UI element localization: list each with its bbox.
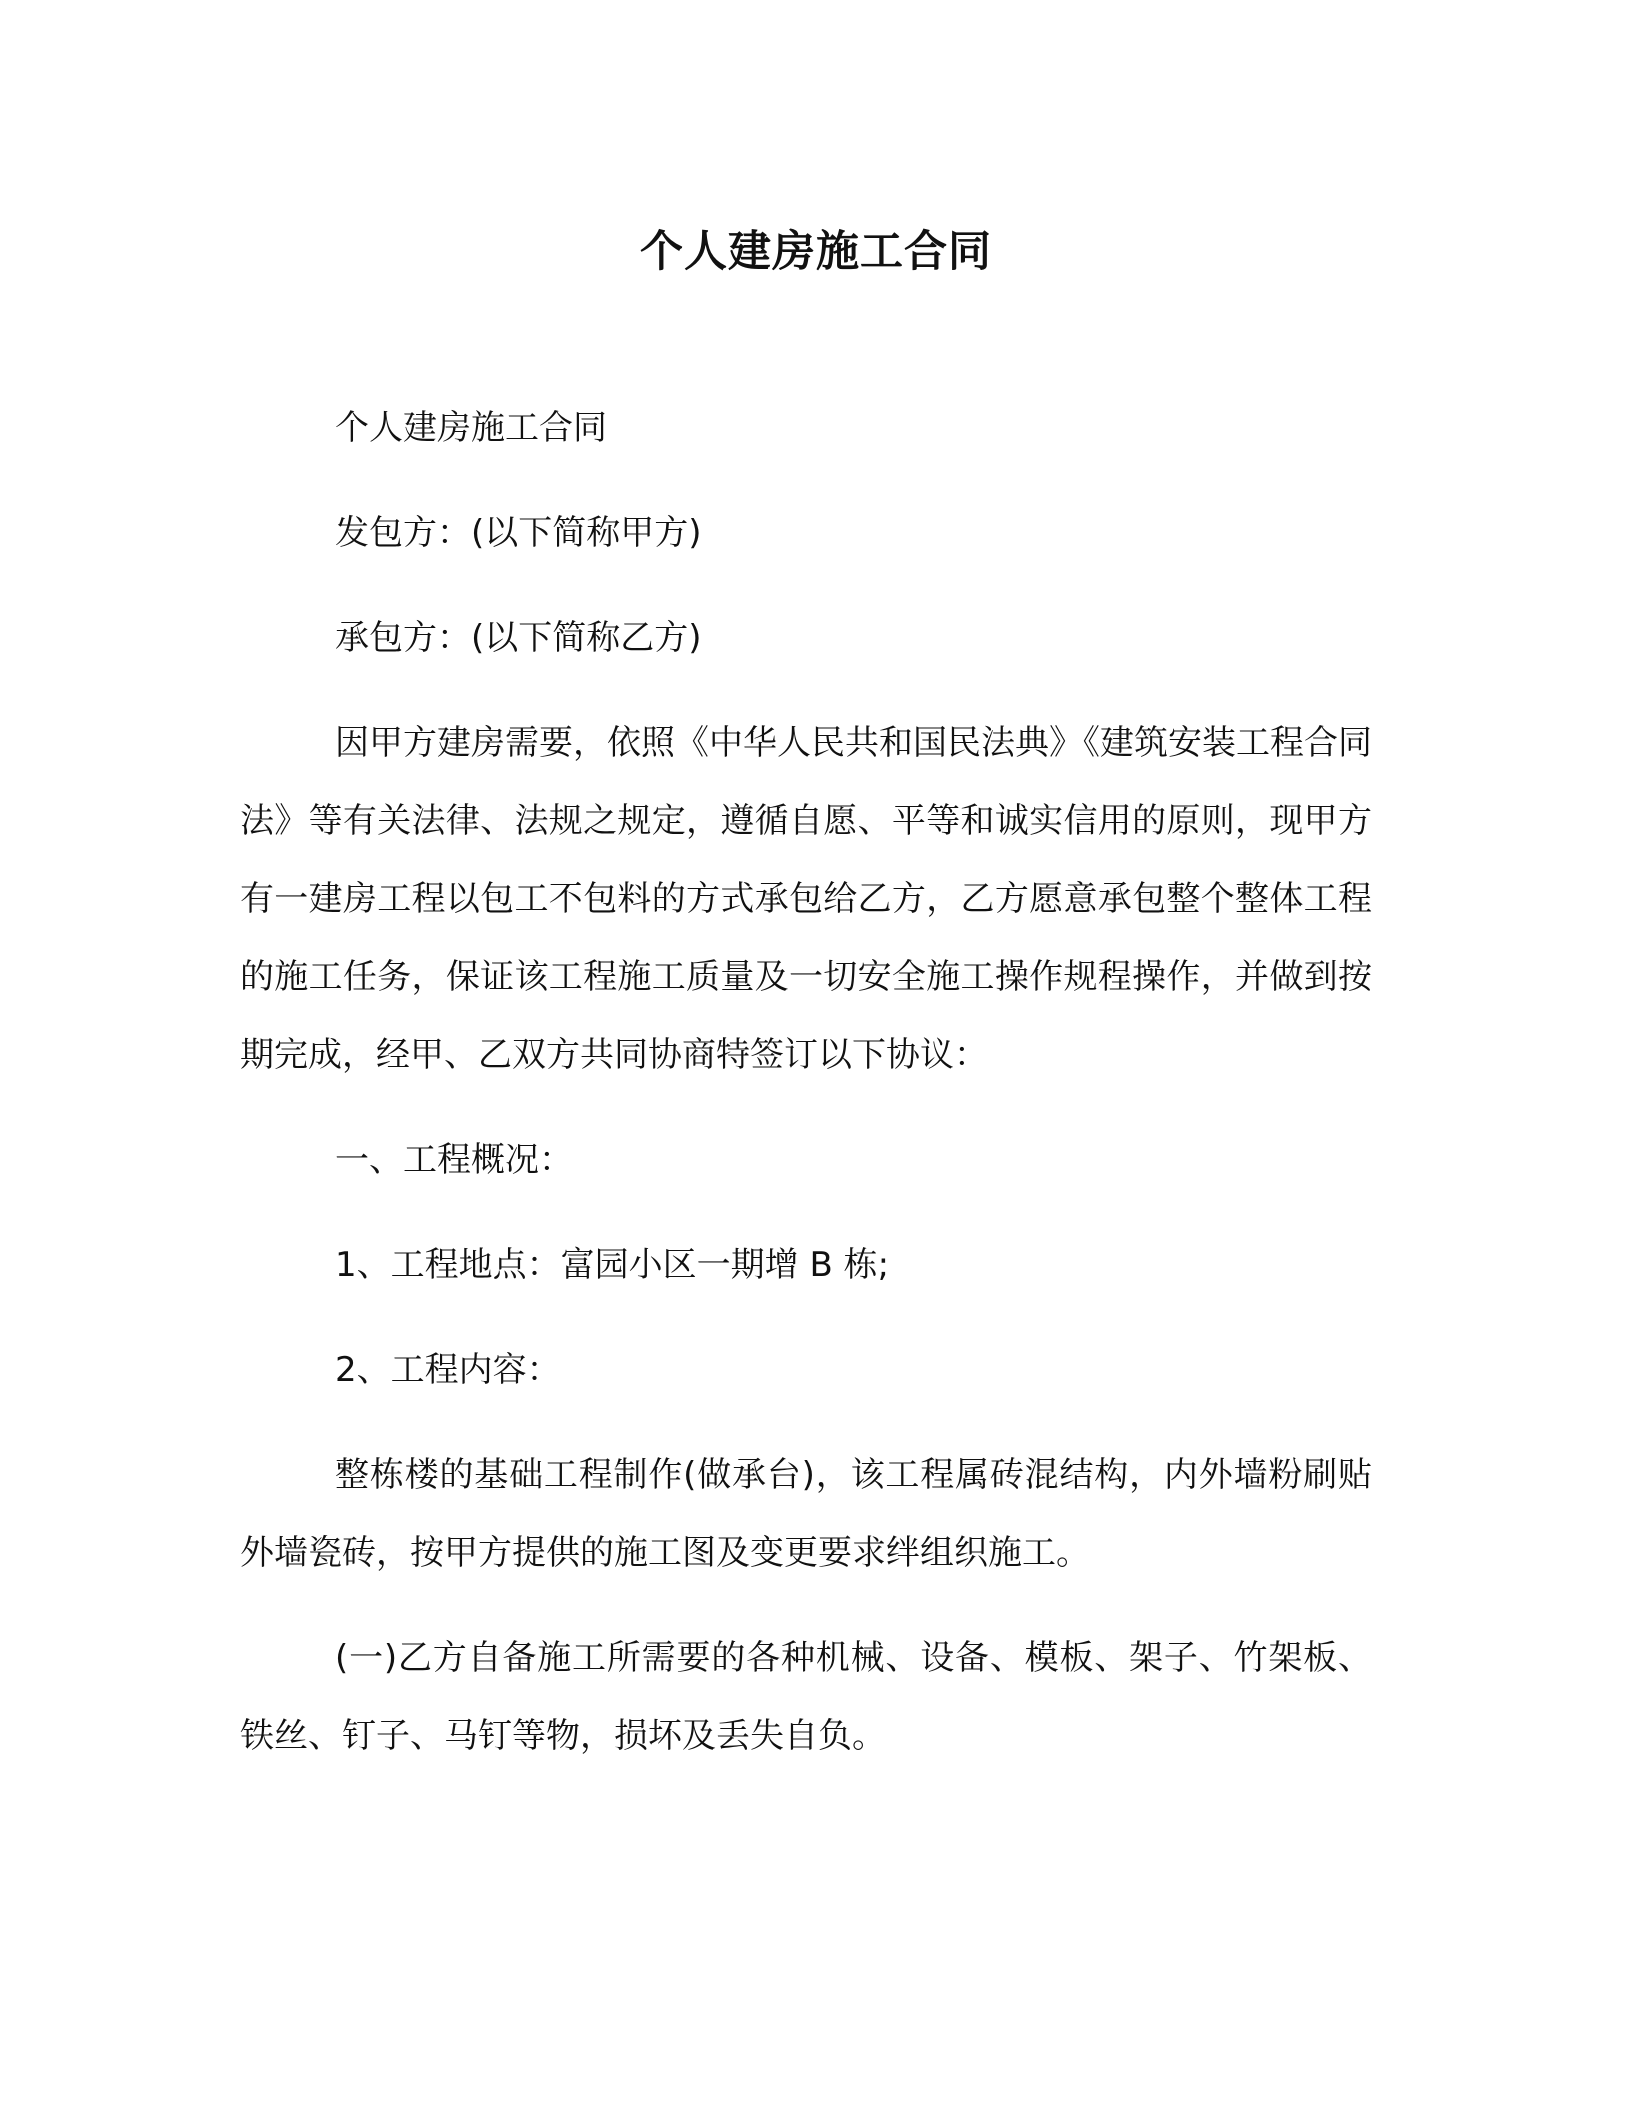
document-body (240, 389, 1372, 1775)
project-content-paragraph: 整栋楼的基础工程制作(做承台)，该工程属砖混结构，内外墙粉刷贴外墙瓷砖，按甲方提供的施工图及变更要求绊组织施工。 (240, 1455, 1372, 1573)
document-title: 个人建房施工合同 (640, 227, 992, 277)
preamble-paragraph: 因甲方建房需要，依照《中华人民共和国民法典》《建筑安装工程合同法》等有关法律、法规之规定，遵循自愿、平等和诚实信用的原则，现甲方有一建房工程以包工不包料的方式承包给乙方，乙方愿意承包整个整体工程的施工任务，保证该工程施工质量及一切安全施工操作规程操作，并做到按期完成，经甲、乙双方共同协商特签订以下协议： (240, 723, 1372, 1075)
equipment-clause-paragraph: (一)乙方自备施工所需要的各种机械、设备、模板、架子、竹架板、铁丝、钉子、马钉等物，损坏及丢失自负。 (240, 1638, 1372, 1756)
party-a-line: 发包方：(以下简称甲方) (335, 513, 702, 553)
section-heading-project-overview: 一、工程概况： (335, 1140, 573, 1180)
project-content-item: 2、工程内容： (335, 1350, 561, 1390)
party-b-line: 承包方：(以下简称乙方) (335, 618, 702, 658)
project-location-item: 1、工程地点：富园小区一期增 B 栋; (335, 1245, 890, 1285)
contract-subtitle: 个人建房施工合同 (335, 408, 607, 448)
